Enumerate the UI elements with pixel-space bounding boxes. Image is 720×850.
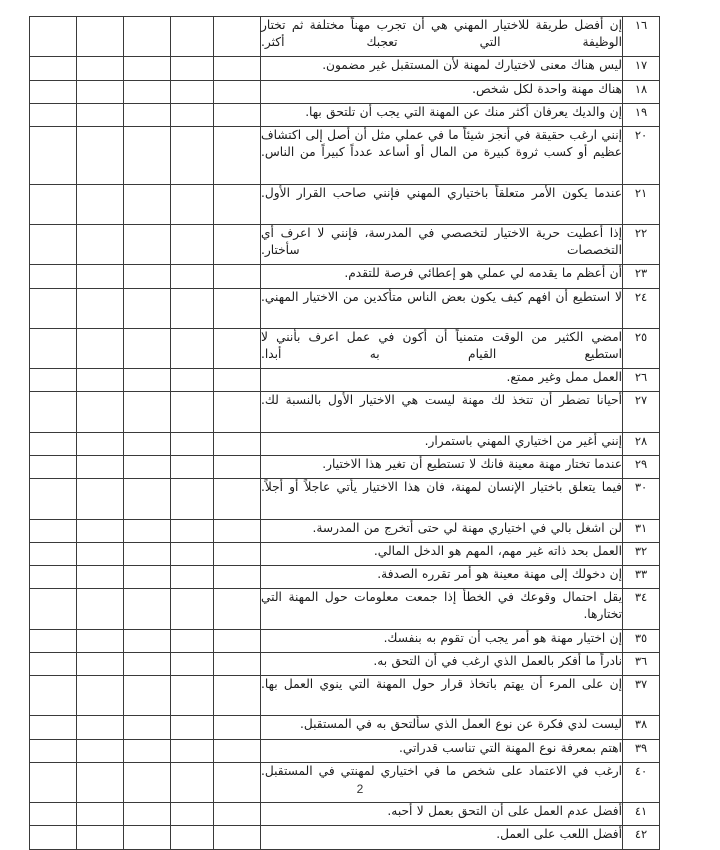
row-number-cell: ١٨ bbox=[623, 80, 660, 103]
table-row bbox=[30, 432, 660, 455]
response-cell[interactable] bbox=[214, 675, 261, 715]
table-row bbox=[30, 224, 660, 264]
table-row bbox=[30, 519, 660, 542]
response-cell[interactable] bbox=[171, 716, 214, 739]
table-row bbox=[30, 80, 660, 103]
row-number-cell: ١٧ bbox=[623, 57, 660, 80]
response-cell[interactable] bbox=[171, 103, 214, 126]
table-row bbox=[30, 566, 660, 589]
row-number-cell: ٢٧ bbox=[623, 392, 660, 432]
response-cell[interactable] bbox=[214, 126, 261, 184]
statement-cell: إن على المرء أن يهتم باتخاذ قرار حول المهنة التي ينوي العمل بها. bbox=[261, 675, 623, 715]
response-cell[interactable] bbox=[171, 224, 214, 264]
response-cell[interactable] bbox=[214, 826, 261, 849]
row-number-cell: ٣٤ bbox=[623, 589, 660, 629]
response-cell[interactable] bbox=[171, 265, 214, 288]
table-row bbox=[30, 456, 660, 479]
statement-cell: امضي الكثير من الوقت متمنياً أن أكون في عمل اعرف بأنني لا استطيع القيام به أبدا. bbox=[261, 328, 623, 368]
statement-cell: هناك مهنة واحدة لكل شخص. bbox=[261, 80, 623, 103]
response-cell[interactable] bbox=[214, 103, 261, 126]
response-cell[interactable] bbox=[30, 224, 77, 264]
response-cell[interactable] bbox=[171, 80, 214, 103]
statement-cell: إنني أغير من اختياري المهني باستمرار. bbox=[261, 432, 623, 455]
response-cell[interactable] bbox=[77, 265, 124, 288]
table-row bbox=[30, 126, 660, 184]
response-cell[interactable] bbox=[77, 675, 124, 715]
response-cell[interactable] bbox=[124, 652, 171, 675]
response-cell[interactable] bbox=[77, 432, 124, 455]
response-cell[interactable] bbox=[171, 826, 214, 849]
response-cell[interactable] bbox=[124, 456, 171, 479]
response-cell[interactable] bbox=[171, 542, 214, 565]
response-cell[interactable] bbox=[214, 80, 261, 103]
questionnaire-table-container bbox=[61, 16, 660, 850]
response-cell[interactable] bbox=[30, 566, 77, 589]
table-row bbox=[30, 479, 660, 519]
response-cell[interactable] bbox=[77, 803, 124, 826]
response-cell[interactable] bbox=[214, 803, 261, 826]
statement-cell: اهتم بمعرفة نوع المهنة التي تناسب قدراتي. bbox=[261, 739, 623, 762]
response-cell[interactable] bbox=[124, 566, 171, 589]
response-cell[interactable] bbox=[77, 17, 124, 57]
response-cell[interactable] bbox=[77, 479, 124, 519]
response-cell[interactable] bbox=[171, 589, 214, 629]
response-cell[interactable] bbox=[30, 288, 77, 328]
table-row bbox=[30, 265, 660, 288]
response-cell[interactable] bbox=[214, 369, 261, 392]
response-cell[interactable] bbox=[171, 479, 214, 519]
response-cell[interactable] bbox=[77, 80, 124, 103]
response-cell[interactable] bbox=[171, 432, 214, 455]
response-cell[interactable] bbox=[124, 80, 171, 103]
response-cell[interactable] bbox=[214, 629, 261, 652]
response-cell[interactable] bbox=[214, 392, 261, 432]
response-cell[interactable] bbox=[214, 184, 261, 224]
row-number-cell: ١٩ bbox=[623, 103, 660, 126]
table-row bbox=[30, 57, 660, 80]
table-row bbox=[30, 589, 660, 629]
row-number-cell: ٣٠ bbox=[623, 479, 660, 519]
table-row bbox=[30, 328, 660, 368]
row-number-cell: ٤٠ bbox=[623, 762, 660, 802]
response-cell[interactable] bbox=[30, 184, 77, 224]
response-cell[interactable] bbox=[77, 652, 124, 675]
statement-cell: يقل احتمال وقوعك في الخطأ إذا جمعت معلومات حول المهنة التي تختارها. bbox=[261, 589, 623, 629]
response-cell[interactable] bbox=[171, 126, 214, 184]
table-row bbox=[30, 652, 660, 675]
response-cell[interactable] bbox=[214, 288, 261, 328]
table-row bbox=[30, 369, 660, 392]
statement-cell: ارغب في الاعتماد على شخص ما في اختياري لمهنتي في المستقبل. bbox=[261, 762, 623, 802]
statement-cell: إن دخولك إلى مهنة معينة هو أمر تقرره الصدفة. bbox=[261, 566, 623, 589]
statement-cell: ليست لدي فكرة عن نوع العمل الذي سألتحق به في المستقبل. bbox=[261, 716, 623, 739]
statement-cell: إن أفضل طريقة للاختيار المهني هي أن تجرب مهناً مختلفة ثم تختار الوظيفة التي تعجبك أكثر. bbox=[261, 17, 623, 57]
statement-cell: العمل ممل وغير ممتع. bbox=[261, 369, 623, 392]
response-cell[interactable] bbox=[30, 328, 77, 368]
response-cell[interactable] bbox=[124, 629, 171, 652]
response-cell[interactable] bbox=[77, 288, 124, 328]
response-cell[interactable] bbox=[171, 392, 214, 432]
statement-cell: أفضل اللعب على العمل. bbox=[261, 826, 623, 849]
row-number-cell: ٣٢ bbox=[623, 542, 660, 565]
response-cell[interactable] bbox=[171, 17, 214, 57]
row-number-cell: ٢١ bbox=[623, 184, 660, 224]
statement-cell: ليس هناك معنى لاختيارك لمهنة لأن المستقبل غير مضمون. bbox=[261, 57, 623, 80]
response-cell[interactable] bbox=[124, 589, 171, 629]
response-cell[interactable] bbox=[214, 519, 261, 542]
response-cell[interactable] bbox=[171, 629, 214, 652]
response-cell[interactable] bbox=[77, 126, 124, 184]
row-number-cell: ٣٧ bbox=[623, 675, 660, 715]
row-number-cell: ٤٢ bbox=[623, 826, 660, 849]
response-cell[interactable] bbox=[124, 126, 171, 184]
response-cell[interactable] bbox=[214, 57, 261, 80]
response-cell[interactable] bbox=[77, 103, 124, 126]
response-cell[interactable] bbox=[30, 716, 77, 739]
response-cell[interactable] bbox=[77, 456, 124, 479]
response-cell[interactable] bbox=[214, 328, 261, 368]
response-cell[interactable] bbox=[124, 716, 171, 739]
response-cell[interactable] bbox=[171, 328, 214, 368]
response-cell[interactable] bbox=[30, 589, 77, 629]
table-row bbox=[30, 392, 660, 432]
response-cell[interactable] bbox=[214, 224, 261, 264]
statement-cell: أن أعظم ما يقدمه لي عملي هو إعطائي فرصة للتقدم. bbox=[261, 265, 623, 288]
row-number-cell: ٣٦ bbox=[623, 652, 660, 675]
response-cell[interactable] bbox=[214, 265, 261, 288]
response-cell[interactable] bbox=[30, 456, 77, 479]
response-cell[interactable] bbox=[30, 392, 77, 432]
statement-cell: إن اختيار مهنة هو أمر يجب أن تقوم به بنفسك. bbox=[261, 629, 623, 652]
response-cell[interactable] bbox=[124, 288, 171, 328]
response-cell[interactable] bbox=[171, 456, 214, 479]
response-cell[interactable] bbox=[214, 716, 261, 739]
row-number-cell: ٣٥ bbox=[623, 629, 660, 652]
response-cell[interactable] bbox=[171, 288, 214, 328]
row-number-cell: ٢٦ bbox=[623, 369, 660, 392]
row-number-cell: ٢٤ bbox=[623, 288, 660, 328]
response-cell[interactable] bbox=[124, 57, 171, 80]
response-cell[interactable] bbox=[214, 739, 261, 762]
response-cell[interactable] bbox=[77, 224, 124, 264]
response-cell[interactable] bbox=[124, 479, 171, 519]
row-number-cell: ٣٩ bbox=[623, 739, 660, 762]
response-cell[interactable] bbox=[214, 566, 261, 589]
statement-cell: أفضل عدم العمل على أن التحق بعمل لا أحبه. bbox=[261, 803, 623, 826]
response-cell[interactable] bbox=[124, 432, 171, 455]
response-cell[interactable] bbox=[30, 479, 77, 519]
response-cell[interactable] bbox=[214, 542, 261, 565]
page-number-footer: 2 bbox=[356, 782, 364, 796]
response-cell[interactable] bbox=[77, 328, 124, 368]
response-cell[interactable] bbox=[30, 739, 77, 762]
response-cell[interactable] bbox=[77, 57, 124, 80]
row-number-cell: ٣٨ bbox=[623, 716, 660, 739]
response-cell[interactable] bbox=[77, 739, 124, 762]
response-cell[interactable] bbox=[124, 826, 171, 849]
statement-cell: لن اشغل بالي في اختياري مهنة لي حتى أتخرج من المدرسة. bbox=[261, 519, 623, 542]
statement-cell: إذا أعطيت حرية الاختيار لتخصصي في المدرسة، فإنني لا اعرف أي التخصصات سأختار. bbox=[261, 224, 623, 264]
response-cell[interactable] bbox=[124, 739, 171, 762]
response-cell[interactable] bbox=[171, 519, 214, 542]
response-cell[interactable] bbox=[214, 652, 261, 675]
response-cell[interactable] bbox=[77, 589, 124, 629]
row-number-cell: ٢٥ bbox=[623, 328, 660, 368]
response-cell[interactable] bbox=[171, 184, 214, 224]
response-cell[interactable] bbox=[77, 392, 124, 432]
response-cell[interactable] bbox=[77, 184, 124, 224]
row-number-cell: ٢٠ bbox=[623, 126, 660, 184]
table-body bbox=[30, 17, 660, 850]
response-cell[interactable] bbox=[124, 369, 171, 392]
table-row bbox=[30, 826, 660, 849]
response-cell[interactable] bbox=[77, 629, 124, 652]
response-cell[interactable] bbox=[77, 716, 124, 739]
response-cell[interactable] bbox=[77, 566, 124, 589]
row-number-cell: ٢٨ bbox=[623, 432, 660, 455]
statement-cell: لا استطيع أن افهم كيف يكون بعض الناس متأكدين من الاختيار المهني. bbox=[261, 288, 623, 328]
response-cell[interactable] bbox=[77, 826, 124, 849]
response-cell[interactable] bbox=[124, 328, 171, 368]
statement-cell: عندما تختار مهنة معينة فانك لا تستطيع أن تغير هذا الاختيار. bbox=[261, 456, 623, 479]
table-row bbox=[30, 739, 660, 762]
response-cell[interactable] bbox=[124, 803, 171, 826]
table-row bbox=[30, 716, 660, 739]
statement-cell: عندما يكون الأمر متعلقاً باختياري المهني فإنني صاحب القرار الأول. bbox=[261, 184, 623, 224]
statement-cell: إن والديك يعرفان أكثر منك عن المهنة التي يجب أن تلتحق بها. bbox=[261, 103, 623, 126]
response-cell[interactable] bbox=[124, 17, 171, 57]
row-number-cell: ٢٢ bbox=[623, 224, 660, 264]
response-cell[interactable] bbox=[77, 369, 124, 392]
response-cell[interactable] bbox=[124, 184, 171, 224]
row-number-cell: ١٦ bbox=[623, 17, 660, 57]
questionnaire-table bbox=[29, 16, 660, 850]
row-number-cell: ٣١ bbox=[623, 519, 660, 542]
response-cell[interactable] bbox=[124, 519, 171, 542]
response-cell[interactable] bbox=[124, 675, 171, 715]
response-cell[interactable] bbox=[30, 432, 77, 455]
statement-cell: إنني ارغب حقيقة في أنجز شيئاً ما في عملي مثل أن أصل إلى اكتشاف عظيم أو كسب ثروة كبيرة من المال أو أساعد عدداً كبيراً من الناس. bbox=[261, 126, 623, 184]
response-cell[interactable] bbox=[171, 803, 214, 826]
table-row bbox=[30, 17, 660, 57]
table-row bbox=[30, 288, 660, 328]
row-number-cell: ٢٩ bbox=[623, 456, 660, 479]
response-cell[interactable] bbox=[30, 17, 77, 57]
table-row bbox=[30, 629, 660, 652]
response-cell[interactable] bbox=[30, 803, 77, 826]
response-cell[interactable] bbox=[30, 629, 77, 652]
response-cell[interactable] bbox=[30, 80, 77, 103]
response-cell[interactable] bbox=[30, 265, 77, 288]
response-cell[interactable] bbox=[214, 479, 261, 519]
response-cell[interactable] bbox=[171, 369, 214, 392]
response-cell[interactable] bbox=[30, 57, 77, 80]
statement-cell: فيما يتعلق باختيار الإنسان لمهنة، فان هذا الاختيار يأتي عاجلاً أو أجلاً. bbox=[261, 479, 623, 519]
response-cell[interactable] bbox=[214, 432, 261, 455]
statement-cell: أحيانا تضطر أن تتخذ لك مهنة ليست هي الاختيار الأول بالنسبة لك. bbox=[261, 392, 623, 432]
response-cell[interactable] bbox=[124, 103, 171, 126]
response-cell[interactable] bbox=[30, 519, 77, 542]
response-cell[interactable] bbox=[77, 519, 124, 542]
statement-cell: العمل بحد ذاته غير مهم، المهم هو الدخل المالي. bbox=[261, 542, 623, 565]
response-cell[interactable] bbox=[171, 566, 214, 589]
response-cell[interactable] bbox=[124, 542, 171, 565]
response-cell[interactable] bbox=[30, 103, 77, 126]
table-row bbox=[30, 542, 660, 565]
response-cell[interactable] bbox=[30, 126, 77, 184]
response-cell[interactable] bbox=[30, 675, 77, 715]
response-cell[interactable] bbox=[171, 739, 214, 762]
response-cell[interactable] bbox=[124, 392, 171, 432]
row-number-cell: ٤١ bbox=[623, 803, 660, 826]
table-row bbox=[30, 184, 660, 224]
response-cell[interactable] bbox=[77, 542, 124, 565]
table-row bbox=[30, 103, 660, 126]
response-cell[interactable] bbox=[171, 675, 214, 715]
row-number-cell: ٣٣ bbox=[623, 566, 660, 589]
statement-cell: نادراً ما أفكر بالعمل الذي ارغب في أن التحق به. bbox=[261, 652, 623, 675]
response-cell[interactable] bbox=[30, 826, 77, 849]
response-cell[interactable] bbox=[171, 57, 214, 80]
response-cell[interactable] bbox=[30, 542, 77, 565]
response-cell[interactable] bbox=[214, 589, 261, 629]
response-cell[interactable] bbox=[124, 224, 171, 264]
response-cell[interactable] bbox=[30, 369, 77, 392]
response-cell[interactable] bbox=[171, 652, 214, 675]
response-cell[interactable] bbox=[214, 456, 261, 479]
table-row bbox=[30, 675, 660, 715]
response-cell[interactable] bbox=[214, 17, 261, 57]
response-cell[interactable] bbox=[30, 652, 77, 675]
response-cell[interactable] bbox=[124, 265, 171, 288]
row-number-cell: ٢٣ bbox=[623, 265, 660, 288]
table-row bbox=[30, 803, 660, 826]
